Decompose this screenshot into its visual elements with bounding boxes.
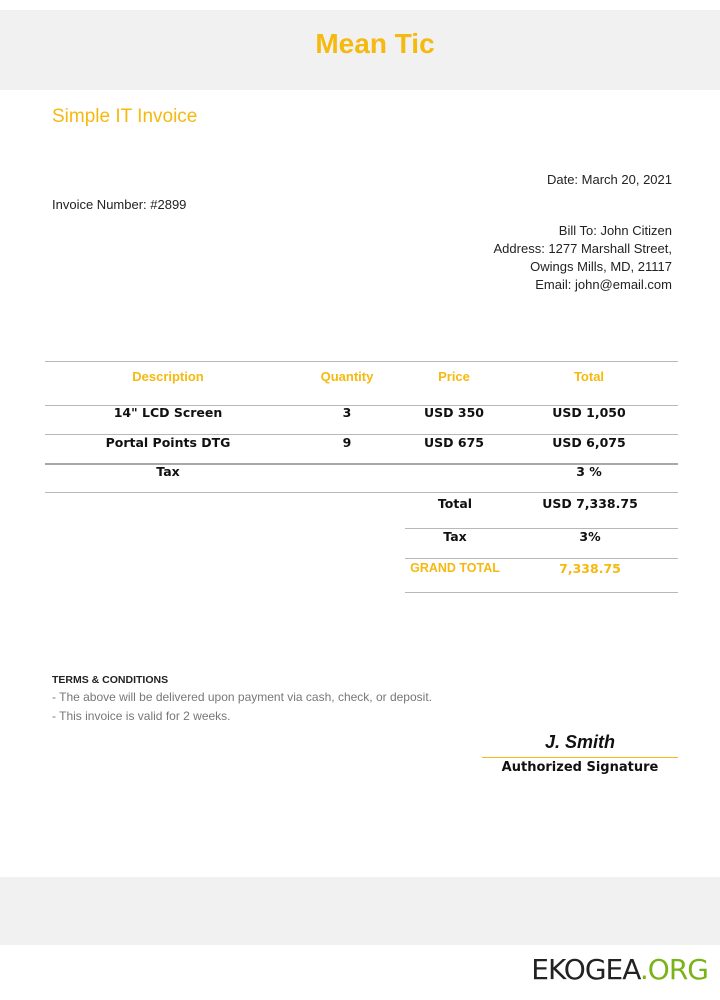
watermark-logo — [531, 953, 708, 986]
invoice-date: Date: March 20, 2021 — [546, 172, 672, 187]
column-header-price: Price — [438, 369, 470, 384]
row1-price: USD 350 — [424, 405, 484, 420]
terms-title: TERMS & CONDITIONS — [52, 674, 169, 686]
watermark-brand: EKOGEA — [531, 953, 640, 986]
invoice-subtitle: Simple IT Invoice — [52, 106, 198, 127]
signature-label: Authorized Signature — [501, 760, 659, 775]
footer-band — [0, 877, 720, 945]
table-top-rule — [45, 361, 678, 362]
bill-to-email: Email: john@email.com — [535, 277, 672, 292]
row2-quantity: 9 — [342, 435, 352, 450]
summary-tax-value: 3% — [579, 529, 601, 544]
summary-bottom-rule — [405, 592, 678, 593]
tax-row-rule — [45, 492, 678, 493]
tax-row-value: 3 % — [576, 464, 602, 479]
column-header-total: Total — [573, 369, 605, 384]
summary-total-label: Total — [437, 496, 473, 511]
signature-line — [482, 757, 678, 758]
signature-name: J. Smith — [544, 732, 615, 752]
invoice-number: Invoice Number: #2899 — [52, 197, 187, 212]
summary-tax-rule — [405, 558, 678, 559]
bill-to-block — [494, 222, 672, 294]
column-header-quantity: Quantity — [320, 369, 374, 384]
summary-tax-label: Tax — [443, 529, 467, 544]
summary-total-value: USD 7,338.75 — [542, 496, 638, 511]
bill-to-address-line1: Address: 1277 Marshall Street, — [493, 241, 672, 256]
bill-to-name: Bill To: John Citizen — [558, 223, 672, 238]
row2-price: USD 675 — [424, 435, 484, 450]
row1-description: 14" LCD Screen — [113, 405, 223, 420]
grand-total-label: GRAND TOTAL — [410, 561, 500, 575]
bill-to-address-line2: Owings Mills, MD, 21117 — [530, 259, 672, 274]
tax-row-label: Tax — [156, 464, 180, 479]
terms-line-2: - This invoice is valid for 2 weeks. — [52, 709, 231, 723]
row2-total: USD 6,075 — [552, 435, 626, 450]
row1-total: USD 1,050 — [552, 405, 626, 420]
row2-description: Portal Points DTG — [105, 435, 231, 450]
terms-line-1: - The above will be delivered upon payment via cash, check, or deposit. — [52, 690, 432, 704]
row1-quantity: 3 — [342, 405, 352, 420]
grand-total-value: 7,338.75 — [559, 561, 621, 576]
column-header-description: Description — [132, 369, 204, 384]
watermark-tld: .ORG — [639, 953, 708, 986]
company-name: Mean Tic — [315, 28, 435, 59]
